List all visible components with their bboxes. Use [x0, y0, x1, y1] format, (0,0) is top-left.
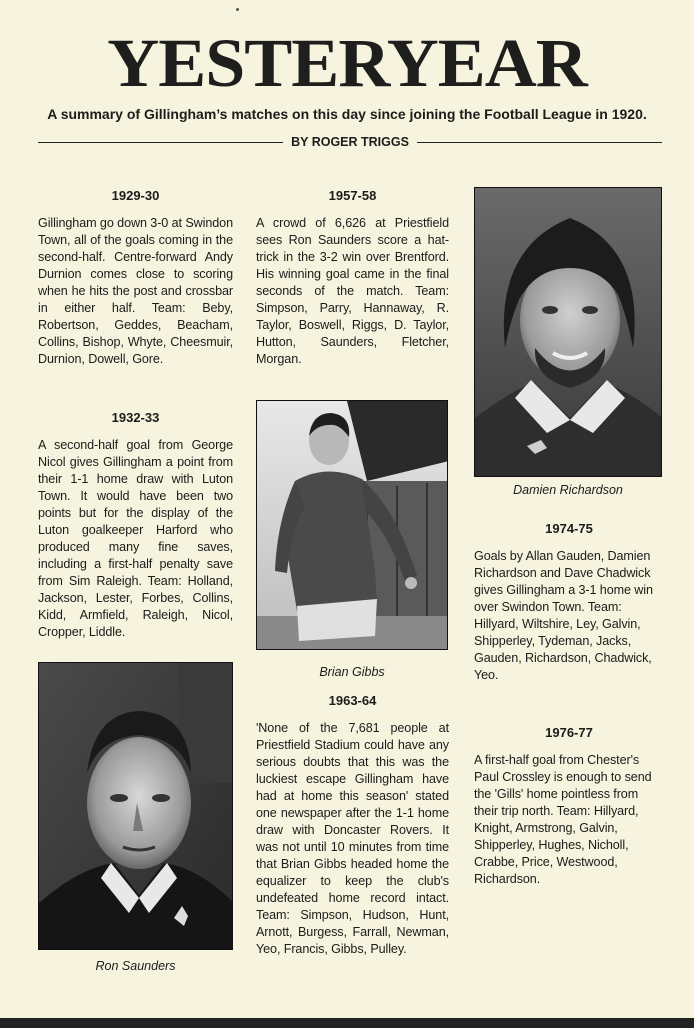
- ron-saunders-portrait: [39, 663, 233, 950]
- page-subtitle: A summary of Gillingham’s matches on this day since joining the Football League in 1920.: [47, 106, 647, 122]
- byline-row: [38, 134, 662, 150]
- byline-rule-right: [417, 142, 662, 143]
- article-text: Gillingham go down 3-0 at Swindon Town, all of the goals coming in the second-half. Centre-forward Andy Durnion comes close to scoring when he hits the post and crossbar in either half. Team: Beby, Robertson, Geddes, Beacham, Collins, Bishop, Whyte, Cheesmuir, Durnion, Dowell, Gore.: [38, 216, 233, 366]
- print-speck: [236, 8, 239, 11]
- article-1929-30: [38, 188, 233, 368]
- article-1932-33: [38, 410, 233, 641]
- brian-gibbs-portrait: [257, 401, 448, 650]
- season-heading: 1963-64: [328, 693, 377, 708]
- season-heading: 1929-30: [111, 188, 160, 203]
- article-text: 'None of the 7,681 people at Priestfield Stadium could have any serious doubts that this was the luckiest escape Gillingham have had at home this season' stated one newspaper after the 1-1 home draw with Doncaster Rovers. It was not until 10 minutes from time that Brian Gibbs headed home the equalizer to keep the club's undefeated home record intact. Team: Simpson, Hudson, Hunt, Arnott, Burgess, Farrall, Newman, Yeo, Francis, Gibbs, Pulley.: [256, 721, 449, 956]
- season-heading: 1932-33: [111, 410, 160, 425]
- article-1957-58: [256, 188, 449, 368]
- article-1976-77: [474, 725, 664, 888]
- page-title: YESTERYEAR: [107, 25, 587, 102]
- brian-gibbs-photo: [256, 400, 448, 650]
- season-heading: 1976-77: [545, 725, 593, 740]
- ron-saunders-photo: [38, 662, 233, 950]
- article-text: Goals by Allan Gauden, Damien Richardson and Dave Chadwick gives Gillingham a 3-1 home win over Swindon Town. Team: Hillyard, Wiltshire, Ley, Galvin, Shipperley, Tydeman, Jacks, Gauden, Richardson, Chadwick, Yeo.: [474, 549, 653, 682]
- season-heading: 1957-58: [328, 188, 377, 203]
- page-bottom-edge: [0, 1018, 694, 1028]
- article-text: A second-half goal from George Nicol gives Gillingham a point from their 1-1 home draw with Luton Town. It would have been two points but for the display of the Luton goalkeeper Harford who produced many fine saves, including a first-half penalty save from Sim Raleigh. Team: Holland, Jackson, Lester, Forbes, Collins, Kidd, Armfield, Raleigh, Nicol, Cropper, Liddle.: [38, 438, 233, 639]
- photo-caption: Damien Richardson: [513, 483, 623, 497]
- photo-caption: Ron Saunders: [95, 959, 176, 973]
- article-text: A crowd of 6,626 at Priestfield sees Ron Saunders score a hat-trick in the 3-2 win over Brentford. His winning goal came in the final seconds of the match. Team: Simpson, Parry, Hannaway, R. Taylor, Boswell, Riggs, D. Taylor, Hutton, Saunders, Fletcher, Morgan.: [256, 216, 449, 366]
- damien-richardson-photo: [474, 187, 662, 477]
- photo-caption: Brian Gibbs: [319, 665, 385, 679]
- damien-richardson-portrait: [475, 188, 662, 477]
- byline: BY ROGER TRIGGS: [291, 135, 409, 149]
- article-1963-64: [256, 693, 449, 958]
- article-1974-75: [474, 521, 664, 684]
- byline-rule-left: [38, 142, 283, 143]
- article-text: A first-half goal from Chester's Paul Crossley is enough to send the 'Gills' home pointless from their trip north. Team: Hillyard, Knight, Armstrong, Galvin, Shipperley, Hughes, Nicholl, Crabbe, Price, Westwood, Richardson.: [474, 753, 652, 886]
- season-heading: 1974-75: [545, 521, 593, 536]
